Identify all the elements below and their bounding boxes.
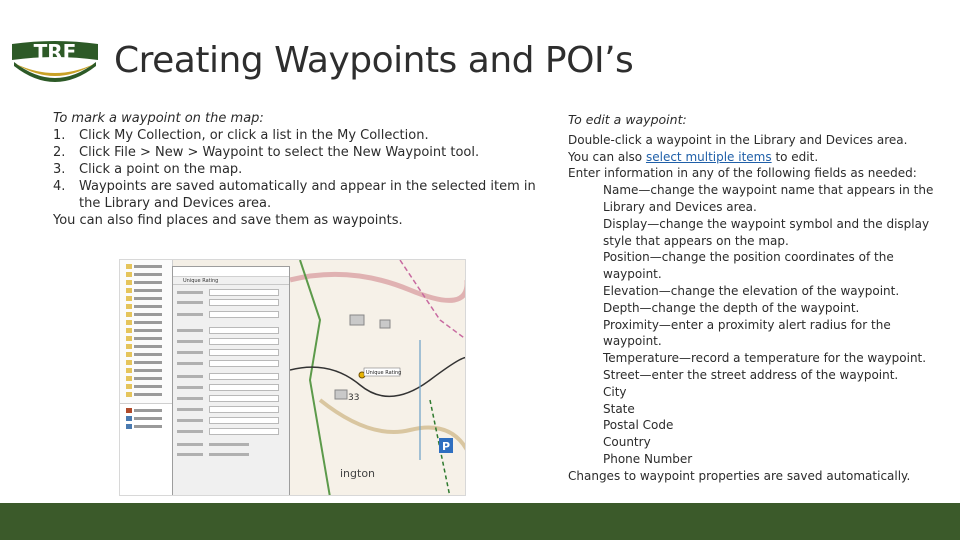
- field-desc: Depth—change the depth of the waypoint.: [603, 300, 860, 315]
- left-instructions: [53, 110, 553, 229]
- field-desc: Elevation—change the elevation of the waypoint.: [603, 283, 900, 298]
- right-instructions: [568, 112, 938, 485]
- field-desc: Street—enter the street address of the waypoint.: [603, 367, 899, 382]
- field-desc: City: [603, 384, 627, 399]
- field-name[interactable]: [177, 289, 285, 296]
- map-number: 33: [348, 393, 360, 403]
- field-country[interactable]: [177, 417, 285, 424]
- footer-bar: [0, 503, 960, 540]
- slide-title: Creating Waypoints and POI’s: [114, 40, 634, 81]
- right-line-1: Double-click a waypoint in the Library and Devices area.: [568, 132, 908, 147]
- field-proximity[interactable]: [177, 349, 285, 356]
- field-position[interactable]: [177, 311, 285, 318]
- field-street[interactable]: [177, 373, 285, 380]
- dialog-title-bar: Unique Rating: [173, 267, 289, 277]
- field-desc: State: [603, 401, 635, 416]
- field-display[interactable]: [177, 299, 285, 306]
- right-heading: To edit a waypoint:: [568, 112, 687, 127]
- map-view[interactable]: [290, 260, 466, 496]
- right-closing: Changes to waypoint properties are saved automatically.: [568, 468, 911, 483]
- select-multiple-items-link[interactable]: select multiple items: [645, 149, 772, 164]
- library-tree-panel: [120, 260, 173, 496]
- field-desc: Display—change the waypoint symbol and the display style that appears on the map.: [603, 216, 930, 248]
- trf-logo: [8, 36, 102, 92]
- list-item: 4. Waypoints are saved automatically and appear in the selected item in the Library and Devices area.: [53, 179, 536, 211]
- list-item: 2. Click File > New > Waypoint to select the New Waypoint tool.: [53, 145, 480, 160]
- field-elevation[interactable]: [177, 327, 285, 334]
- field-desc: Postal Code: [603, 418, 674, 433]
- field-desc: Name—change the waypoint name that appears in the Library and Devices area.: [603, 183, 934, 214]
- field-depth[interactable]: [177, 338, 285, 345]
- field-desc: Temperature—record a temperature for the waypoint.: [603, 351, 927, 366]
- field-city[interactable]: [177, 384, 285, 391]
- field-phone[interactable]: [177, 428, 285, 435]
- right-line-3: Enter information in any of the following fields as needed:: [568, 166, 917, 181]
- library-lower-panel: [120, 403, 172, 496]
- field-desc: Proximity—enter a proximity alert radius for the waypoint.: [603, 317, 891, 349]
- list-item: 3. Click a point on the map.: [53, 162, 243, 177]
- map-label: ington: [340, 467, 376, 480]
- field-date-created: [177, 451, 285, 458]
- field-temperature[interactable]: [177, 360, 285, 367]
- field-desc: Phone Number: [603, 451, 693, 466]
- map-point-label: Unique Rating: [366, 370, 402, 376]
- list-item: 1. Click My Collection, or click a list in the My Collection.: [53, 128, 429, 143]
- waypoint-properties-dialog[interactable]: [172, 266, 290, 496]
- field-desc: Position—change the position coordinates of the waypoint.: [603, 250, 894, 282]
- map-parking: P: [442, 440, 451, 453]
- field-date-modified: [177, 441, 285, 448]
- field-postal-code[interactable]: [177, 406, 285, 413]
- left-intro: To mark a waypoint on the map:: [53, 111, 264, 126]
- right-line-2: You can also select multiple items to edit.: [568, 149, 819, 164]
- left-outro: You can also find places and save them as waypoints.: [53, 213, 403, 228]
- field-state[interactable]: [177, 395, 285, 402]
- basecamp-screenshot: [119, 259, 466, 496]
- logo-text: TRF: [33, 40, 77, 64]
- field-desc: Country: [603, 435, 651, 450]
